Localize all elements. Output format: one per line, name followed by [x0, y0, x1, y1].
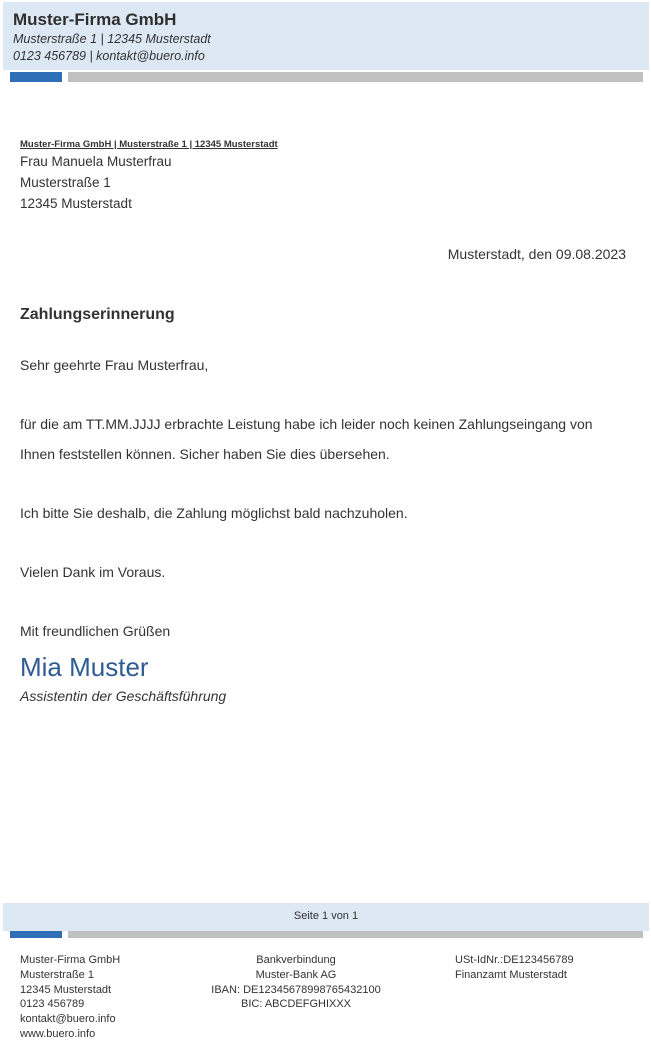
body-paragraph-2: Ich bitte Sie deshalb, die Zahlung möglichst bald nachzuholen.	[20, 505, 408, 521]
footer-street: Musterstraße 1	[20, 968, 94, 981]
footer-vat-id: USt-IdNr.:DE123456789	[455, 954, 574, 966]
footer-phone: 0123 456789	[20, 998, 85, 1011]
body-paragraph-1-line-2: Ihnen feststellen können. Sicher haben Sie dies übersehen.	[20, 446, 390, 462]
footer-accent-bar	[10, 931, 62, 938]
footer-tax-info	[455, 953, 574, 983]
footer-bank-info	[196, 953, 396, 1012]
letter-subject: Zahlungserinnerung	[20, 306, 175, 323]
recipient-city: 12345 Musterstadt	[20, 196, 132, 211]
footer-iban: IBAN: DE12345678998765432100	[211, 983, 381, 996]
date-line: Musterstadt, den 09.08.2023	[447, 246, 626, 262]
sender-return-line: Muster-Firma GmbH | Musterstraße 1 | 12345 Musterstadt	[20, 139, 278, 150]
footer-bank-heading: Bankverbindung	[256, 954, 336, 966]
footer-bank-name: Muster-Bank AG	[255, 968, 337, 981]
header-divider-bar	[68, 72, 643, 82]
footer-email: kontakt@buero.info	[20, 1013, 116, 1026]
footer-tax-office: Finanzamt Musterstadt	[455, 968, 567, 981]
salutation: Sehr geehrte Frau Musterfrau,	[20, 357, 209, 373]
signer-title: Assistentin der Geschäftsführung	[20, 688, 227, 704]
body-paragraph-3: Vielen Dank im Voraus.	[20, 564, 166, 580]
footer-city: 12345 Musterstadt	[20, 983, 112, 996]
footer-divider-bar	[68, 931, 643, 938]
footer-company-name: Muster-Firma GmbH	[20, 954, 121, 966]
header-accent-bar	[10, 72, 62, 82]
company-address: Musterstraße 1 | 12345 Musterstadt	[13, 32, 211, 46]
footer-bic: BIC: ABCDEFGHIXXX	[240, 998, 352, 1011]
signature: Mia Muster	[20, 652, 149, 682]
closing-phrase: Mit freundlichen Grüßen	[20, 623, 171, 639]
page-number: Seite 1 von 1	[293, 910, 359, 922]
company-contact: 0123 456789 | kontakt@buero.info	[13, 49, 205, 63]
footer-band	[3, 903, 649, 931]
recipient-name: Frau Manuela Musterfrau	[20, 154, 172, 169]
company-name: Muster-Firma GmbH	[13, 10, 177, 29]
footer-website: www.buero.info	[20, 1027, 96, 1040]
body-paragraph-1-line-1: für die am TT.MM.JJJJ erbrachte Leistung habe ich leider noch keinen Zahlungseingang von	[20, 416, 593, 432]
recipient-street: Musterstraße 1	[20, 175, 111, 190]
footer-company-info	[20, 953, 120, 1042]
